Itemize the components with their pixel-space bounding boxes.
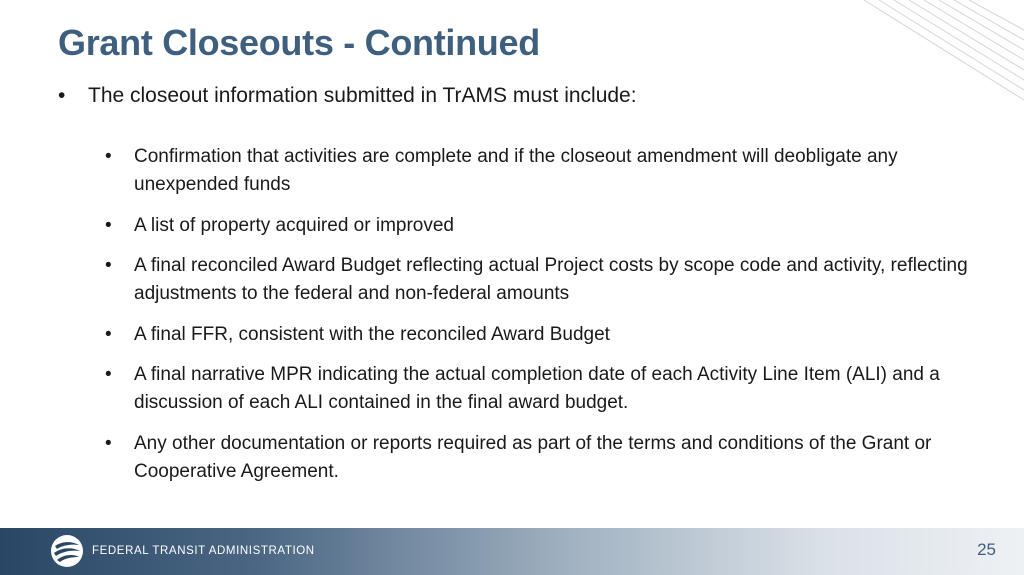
list-item-text: A final narrative MPR indicating the actual completion date of each Activity Line Item (ALI) and a discussion of each ALI contained in the final award budget.	[134, 364, 940, 414]
list-item-text: A list of property acquired or improved	[134, 214, 454, 236]
lead-bullet-text: The closeout information submitted in TrAMS must include:	[88, 84, 637, 107]
decorative-corner-lines	[844, 0, 1024, 120]
page-number: 25	[977, 540, 996, 559]
fta-logo-icon	[50, 534, 84, 568]
bullet-icon: •	[58, 84, 66, 107]
slide-title: Grant Closeouts - Continued	[58, 22, 540, 63]
requirements-list	[105, 143, 985, 499]
organization-name: FEDERAL TRANSIT ADMINISTRATION	[92, 545, 315, 557]
list-item	[105, 212, 985, 240]
list-item	[105, 430, 985, 486]
list-item-text: A final reconciled Award Budget reflecting actual Project costs by scope code and activity, reflecting adjustments to the federal and non-federal amounts	[134, 255, 968, 305]
list-item-text: Confirmation that activities are complete and if the closeout amendment will deobligate any unexpended funds	[134, 146, 898, 195]
list-item	[105, 321, 985, 349]
list-item	[105, 361, 985, 417]
bullet-icon: •	[105, 323, 112, 345]
list-item	[105, 143, 985, 199]
list-item	[105, 252, 985, 308]
lead-bullet-item	[58, 84, 637, 108]
bullet-icon: •	[105, 255, 112, 277]
slide-footer	[0, 528, 1024, 575]
bullet-icon: •	[105, 364, 112, 386]
bullet-icon: •	[105, 146, 112, 167]
bullet-icon: •	[105, 432, 112, 454]
bullet-icon: •	[105, 214, 112, 236]
list-item-text: A final FFR, consistent with the reconciled Award Budget	[134, 323, 610, 345]
list-item-text: Any other documentation or reports required as part of the terms and conditions of the Grant or Cooperative Agreement.	[134, 432, 932, 482]
